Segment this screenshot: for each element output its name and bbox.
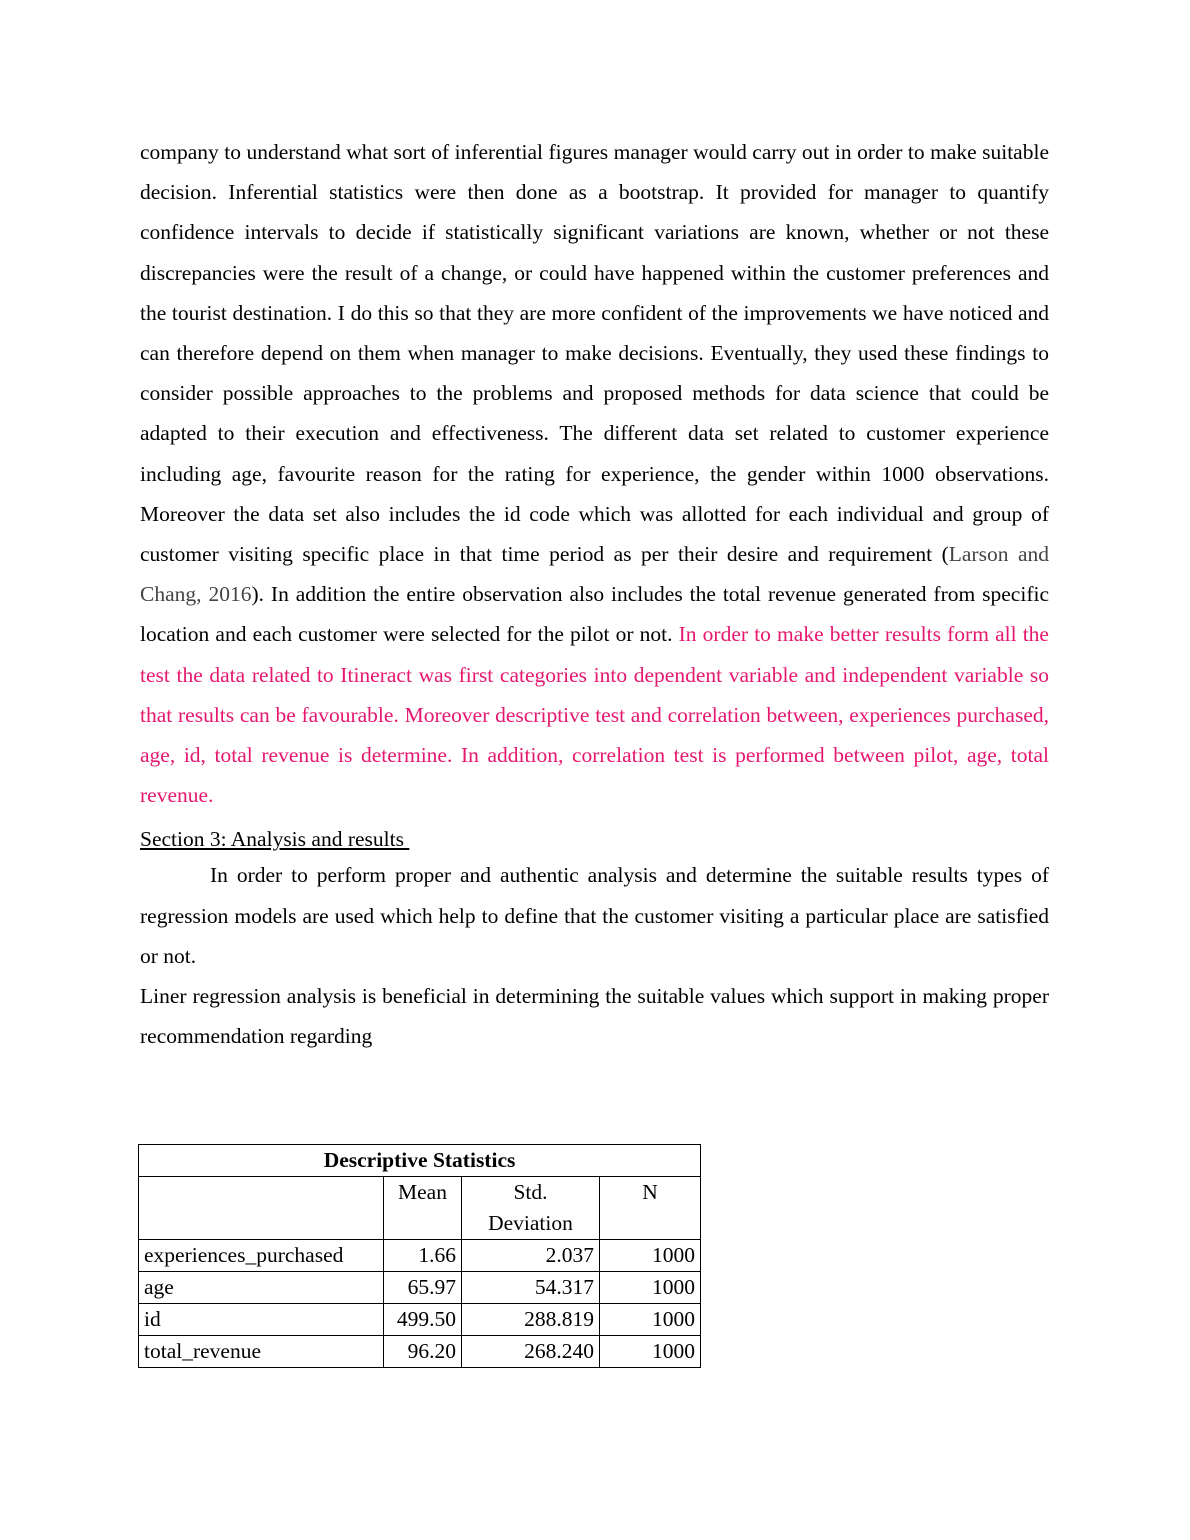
table-row (139, 1336, 701, 1368)
row-label: id (139, 1304, 384, 1336)
header-std-deviation (462, 1177, 600, 1240)
intro-text: company to understand what sort of inferential figures manager would carry out in order to make suitable decision. Inferential statistics were then done as a bootstrap. It provided for manager to quantify confidence intervals to decide if statistically significant variations are known, whether or not these discrepancies were the result of a change, or could have happened within the customer preferences and the tourist destination. I do this so that they are more confident of the improvements we have noticed and can therefore depend on them when manager to make decisions. Eventually, they used these findings to consider possible approaches to the problems and proposed methods for data science that could be adapted to their execution and effectiveness. The different data set related to customer experience including age, favourite reason for the rating for experience, the gender within 1000 observations. Moreover the data set also includes the id code which was allotted for each individual and group of customer visiting specific place in that time period as per their desire and requirement ( (140, 140, 1049, 567)
row-n: 1000 (600, 1336, 701, 1368)
citation: Larson and Chang, 2016 (140, 542, 1049, 607)
header-blank (139, 1177, 384, 1240)
intro-text-continued: ). In addition the entire observation also includes the total revenue generated from specific location and each customer were selected for the pilot or not. (140, 582, 1050, 647)
row-n: 1000 (600, 1272, 701, 1304)
table-header-row (139, 1177, 701, 1240)
row-mean: 499.50 (384, 1304, 462, 1336)
table-row (139, 1240, 701, 1272)
regression-paragraph: Liner regression analysis is beneficial in determining the suitable values which support in making proper recommendation regarding (140, 984, 1049, 1049)
table-row (139, 1304, 701, 1336)
row-label: total_revenue (139, 1336, 384, 1368)
row-label: experiences_purchased (139, 1240, 384, 1272)
row-std: 288.819 (462, 1304, 600, 1336)
section-paragraph: In order to perform proper and authentic analysis and determine the suitable results types of regression models are used which help to define that the customer visiting a particular place are satisfied or not. (140, 863, 1049, 968)
document-page (140, 132, 1049, 1056)
row-label: age (139, 1272, 384, 1304)
row-std: 268.240 (462, 1336, 600, 1368)
row-std: 2.037 (462, 1240, 600, 1272)
intro-paragraph (140, 132, 1049, 815)
header-mean: Mean (384, 1177, 462, 1240)
row-n: 1000 (600, 1304, 701, 1336)
header-std-line1: Std. (513, 1180, 548, 1204)
header-n: N (600, 1177, 701, 1240)
highlighted-text: In order to make better results form all the test the data related to Itineract was first categories into dependent variable and independent variable so that results can be favourable. Moreover descriptive test and correlation between, experiences purchased, age, id, total revenue is determine. In addition, correlation test is performed between pilot, age, total revenue. (140, 622, 1049, 808)
table-row (139, 1272, 701, 1304)
section-heading: Section 3: Analysis and results (140, 827, 410, 852)
header-std-line2: Deviation (488, 1211, 573, 1235)
row-mean: 65.97 (384, 1272, 462, 1304)
row-n: 1000 (600, 1240, 701, 1272)
table-caption: Descriptive Statistics (139, 1145, 701, 1177)
row-mean: 1.66 (384, 1240, 462, 1272)
table-caption-row (139, 1145, 701, 1177)
row-std: 54.317 (462, 1272, 600, 1304)
descriptive-statistics-table (138, 1144, 701, 1368)
row-mean: 96.20 (384, 1336, 462, 1368)
